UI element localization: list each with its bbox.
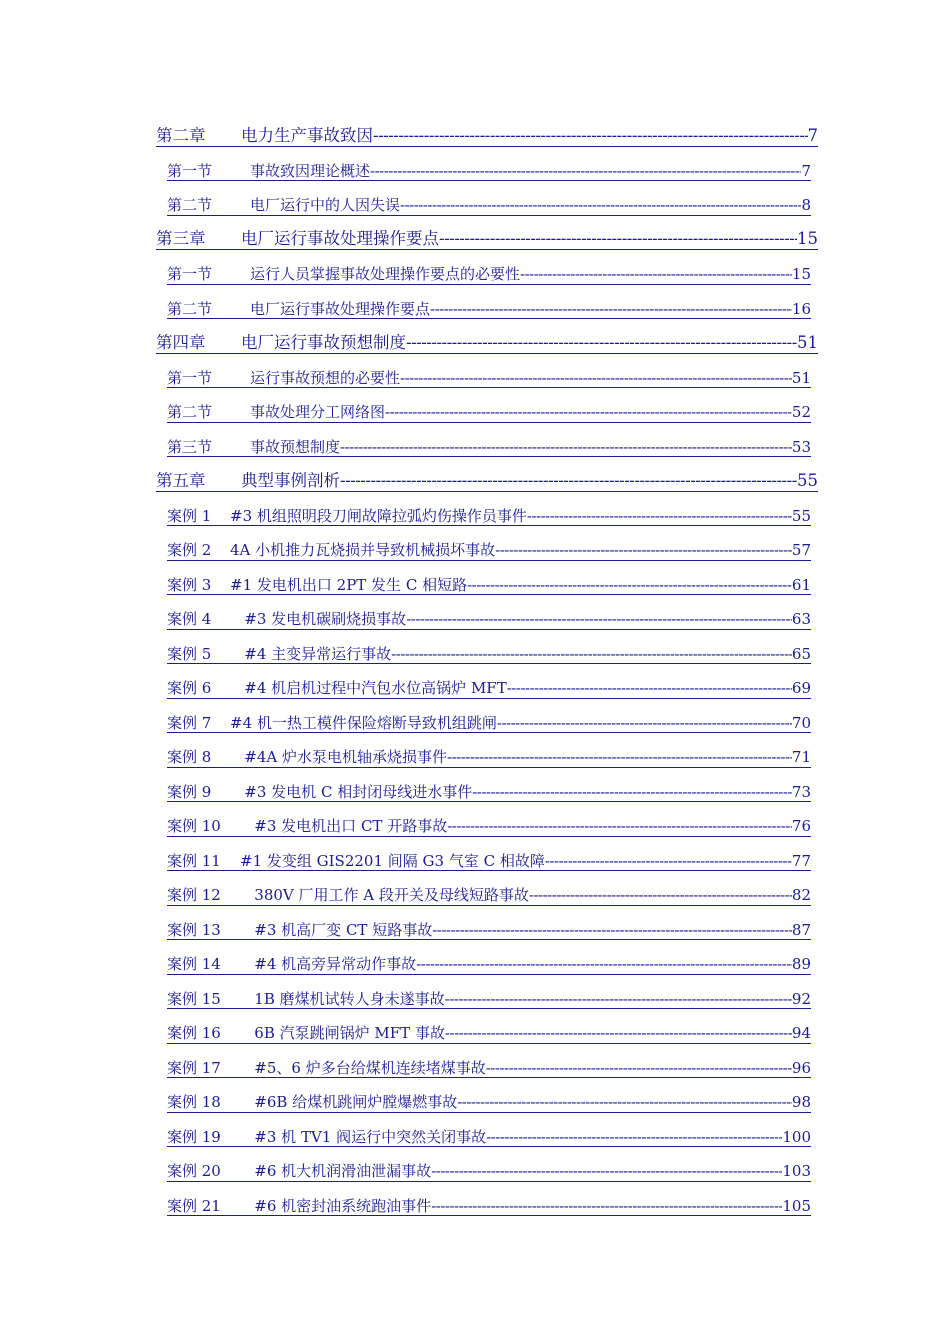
toc-leader: [400, 197, 801, 214]
toc-page-number: 53: [791, 437, 811, 456]
toc-title: 电厂运行事故处理操作要点: [241, 229, 439, 249]
toc-leader: [406, 334, 797, 353]
toc-title: 事故致因理论概述: [250, 161, 371, 180]
toc-page-number: 61: [791, 575, 811, 594]
toc-leader: [373, 127, 808, 146]
toc-leader: [497, 715, 792, 732]
toc-title: #4 机启机过程中汽包水位高锅炉 MFT: [230, 679, 507, 698]
toc-leader: [529, 887, 792, 904]
toc-leader: [486, 1129, 782, 1146]
toc-leader: [445, 991, 792, 1008]
toc-label: 第四章: [156, 332, 206, 352]
toc-title: #1 发变组 GIS2201 间隔 G3 气室 C 相故障: [240, 851, 545, 870]
toc-label: 第一节: [167, 368, 213, 387]
toc-leader: [445, 1025, 792, 1042]
toc-title: #6 机大机润滑油泄漏事故: [240, 1162, 432, 1181]
toc-entry-case[interactable]: [0, 534, 950, 569]
toc-label: 第一节: [167, 265, 213, 284]
toc-entry-case[interactable]: [0, 914, 950, 949]
toc-entry-case[interactable]: [0, 1086, 950, 1121]
toc-page-number: 96: [791, 1058, 811, 1077]
toc-entry-case[interactable]: [0, 1155, 950, 1190]
toc-entry-case[interactable]: [0, 983, 950, 1018]
toc-title: #4 主变异常运行事故: [230, 644, 392, 663]
toc-label: 案例 16: [167, 1024, 221, 1043]
toc-title: #6B 给煤机跳闸炉膛爆燃事故: [240, 1093, 458, 1112]
toc-page-number: 16: [791, 299, 811, 318]
toc-title: #3 发电机出口 CT 开路事故: [240, 817, 448, 836]
toc-entry-case[interactable]: [0, 1052, 950, 1087]
toc-title: 事故处理分工网络图: [250, 403, 386, 422]
toc-entry-chapter-4[interactable]: [0, 327, 950, 362]
toc-leader: [447, 818, 792, 835]
toc-leader: [472, 784, 792, 801]
toc-entry-section[interactable]: [0, 293, 950, 328]
toc-label: 第五章: [156, 470, 206, 490]
toc-label: 第三节: [167, 437, 213, 456]
toc-title: 380V 厂用工作 A 段开关及母线短路事故: [240, 886, 529, 905]
toc-page-number: 63: [791, 610, 811, 629]
toc-page-number: 51: [791, 368, 811, 387]
toc-entry-section[interactable]: [0, 258, 950, 293]
toc-page-number: 7: [807, 125, 818, 145]
toc-entry-case[interactable]: [0, 948, 950, 983]
toc-label: 案例 13: [167, 920, 221, 939]
toc-label: 案例 15: [167, 989, 221, 1008]
toc-entry-section[interactable]: [0, 189, 950, 224]
toc-page-number: 57: [791, 541, 811, 560]
toc-entry-case[interactable]: [0, 569, 950, 604]
toc-title: 典型事例剖析: [241, 470, 340, 490]
toc-title: #6 机密封油系统跑油事件: [240, 1196, 432, 1215]
toc-title: #5、6 炉多台给煤机连续堵煤事故: [240, 1058, 486, 1077]
toc-entry-case[interactable]: [0, 500, 950, 535]
toc-leader: [340, 439, 792, 456]
toc-label: 案例 11: [167, 851, 221, 870]
toc-leader: [430, 301, 792, 318]
toc-page-number: 103: [782, 1162, 811, 1181]
toc-page-number: 98: [791, 1093, 811, 1112]
toc-title: 4A 小机推力瓦烧损并导致机械损坏事故: [230, 541, 496, 560]
toc-label: 第二章: [156, 125, 206, 145]
toc-leader: [406, 611, 792, 628]
toc-title: #4 机一热工模件保险熔断导致机组跳闸: [230, 713, 497, 732]
toc-label: 第二节: [167, 196, 213, 215]
toc-page-number: 15: [791, 265, 811, 284]
toc-leader: [439, 230, 797, 249]
toc-label: 案例 12: [167, 886, 221, 905]
toc-page-number: 70: [791, 713, 811, 732]
toc-entry-case[interactable]: [0, 741, 950, 776]
toc-title: #3 机组照明段刀闸故障拉弧灼伤操作员事件: [230, 506, 527, 525]
toc-label: 案例 8: [167, 748, 212, 767]
toc-title: 电力生产事故致因: [241, 125, 373, 145]
toc-page-number: 89: [791, 955, 811, 974]
toc-label: 案例 17: [167, 1058, 221, 1077]
toc-leader: [340, 472, 797, 491]
toc-leader: [527, 508, 792, 525]
toc-label: 案例 18: [167, 1093, 221, 1112]
toc-entry-case[interactable]: [0, 672, 950, 707]
toc-label: 案例 21: [167, 1196, 221, 1215]
toc-label: 案例 3: [167, 575, 212, 594]
toc-title: 电厂运行事故预想制度: [241, 332, 406, 352]
toc-entry-chapter-2[interactable]: [0, 120, 950, 155]
toc-leader: [447, 749, 792, 766]
toc-page-number: 100: [782, 1127, 811, 1146]
toc-title: 运行事故预想的必要性: [250, 368, 401, 387]
toc-entry-case[interactable]: [0, 603, 950, 638]
toc-entry-case[interactable]: [0, 845, 950, 880]
toc-entry-case[interactable]: [0, 1121, 950, 1156]
toc-entry-case[interactable]: [0, 1190, 950, 1225]
toc-page-number: 105: [782, 1196, 811, 1215]
toc-title: 电厂运行事故处理操作要点: [250, 299, 431, 318]
toc-leader: [432, 922, 792, 939]
toc-page-number: 55: [797, 470, 818, 490]
toc-entry-case[interactable]: [0, 707, 950, 742]
toc-title: 1B 磨煤机试转人身未遂事故: [240, 989, 445, 1008]
toc-title: 事故预想制度: [250, 437, 341, 456]
toc-title: #1 发电机出口 2PT 发生 C 相短路: [230, 575, 468, 594]
toc-page-number: 77: [791, 851, 811, 870]
toc-label: 案例 6: [167, 679, 212, 698]
toc-entry-case[interactable]: [0, 879, 950, 914]
toc-leader: [431, 1163, 782, 1180]
toc-title: #3 发电机 C 相封闭母线进水事件: [230, 782, 473, 801]
toc-leader: [545, 853, 792, 870]
toc-label: 案例 9: [167, 782, 212, 801]
toc-page-number: 71: [791, 748, 811, 767]
toc-label: 案例 4: [167, 610, 212, 629]
toc-page-number: 82: [791, 886, 811, 905]
toc-page-number: 51: [797, 332, 818, 352]
toc-label: 案例 2: [167, 541, 212, 560]
toc-entry-case[interactable]: [0, 810, 950, 845]
toc-leader: [520, 266, 792, 283]
toc-label: 案例 14: [167, 955, 221, 974]
toc-page-number: 76: [791, 817, 811, 836]
toc-leader: [467, 577, 792, 594]
toc-entry-case[interactable]: [0, 1017, 950, 1052]
toc-page-number: 73: [791, 782, 811, 801]
toc-entry-section[interactable]: [0, 155, 950, 190]
toc-label: 案例 1: [167, 506, 212, 525]
toc-label: 第二节: [167, 299, 213, 318]
toc-leader: [495, 542, 792, 559]
toc-leader: [385, 404, 792, 421]
toc-entry-section[interactable]: [0, 431, 950, 466]
toc-page-number: 69: [791, 679, 811, 698]
toc-page-number: 7: [801, 161, 811, 180]
toc-leader: [486, 1060, 792, 1077]
toc-page-number: 92: [791, 989, 811, 1008]
toc-leader: [507, 680, 792, 697]
toc-label: 案例 19: [167, 1127, 221, 1146]
toc-label: 第三章: [156, 229, 206, 249]
toc-label: 案例 10: [167, 817, 221, 836]
toc-leader: [391, 646, 792, 663]
toc-label: 案例 7: [167, 713, 212, 732]
toc-title: #3 机 TV1 阀运行中突然关闭事故: [240, 1127, 487, 1146]
toc-page-number: 15: [797, 229, 818, 249]
toc-title: 6B 汽泵跳闸锅炉 MFT 事故: [240, 1024, 445, 1043]
toc-label: 案例 5: [167, 644, 212, 663]
toc-title: 运行人员掌握事故处理操作要点的必要性: [250, 265, 521, 284]
toc-page-number: 65: [791, 644, 811, 663]
toc-entry-case[interactable]: [0, 776, 950, 811]
toc-entry-chapter-3[interactable]: [0, 224, 950, 259]
toc-entry-case[interactable]: [0, 638, 950, 673]
toc-leader: [400, 370, 792, 387]
toc-title: #4 机高旁异常动作事故: [240, 955, 417, 974]
toc-leader: [370, 163, 801, 180]
toc-label: 案例 20: [167, 1162, 221, 1181]
toc-label: 第二节: [167, 403, 213, 422]
toc-leader: [457, 1094, 792, 1111]
toc-title: #4A 炉水泵电机轴承烧损事件: [230, 748, 448, 767]
toc-entry-chapter-5[interactable]: [0, 465, 950, 500]
toc-entry-section[interactable]: [0, 396, 950, 431]
table-of-contents: [0, 120, 950, 1224]
toc-leader: [431, 1198, 782, 1215]
toc-title: #3 机高厂变 CT 短路事故: [240, 920, 433, 939]
toc-page-number: 94: [791, 1024, 811, 1043]
toc-page-number: 52: [791, 403, 811, 422]
toc-label: 第一节: [167, 161, 213, 180]
toc-title: 电厂运行中的人因失误: [250, 196, 401, 215]
toc-page-number: 55: [791, 506, 811, 525]
toc-leader: [416, 956, 792, 973]
toc-title: #3 发电机碳刷烧损事故: [230, 610, 407, 629]
toc-page-number: 8: [801, 196, 811, 215]
toc-page-number: 87: [791, 920, 811, 939]
toc-entry-section[interactable]: [0, 362, 950, 397]
